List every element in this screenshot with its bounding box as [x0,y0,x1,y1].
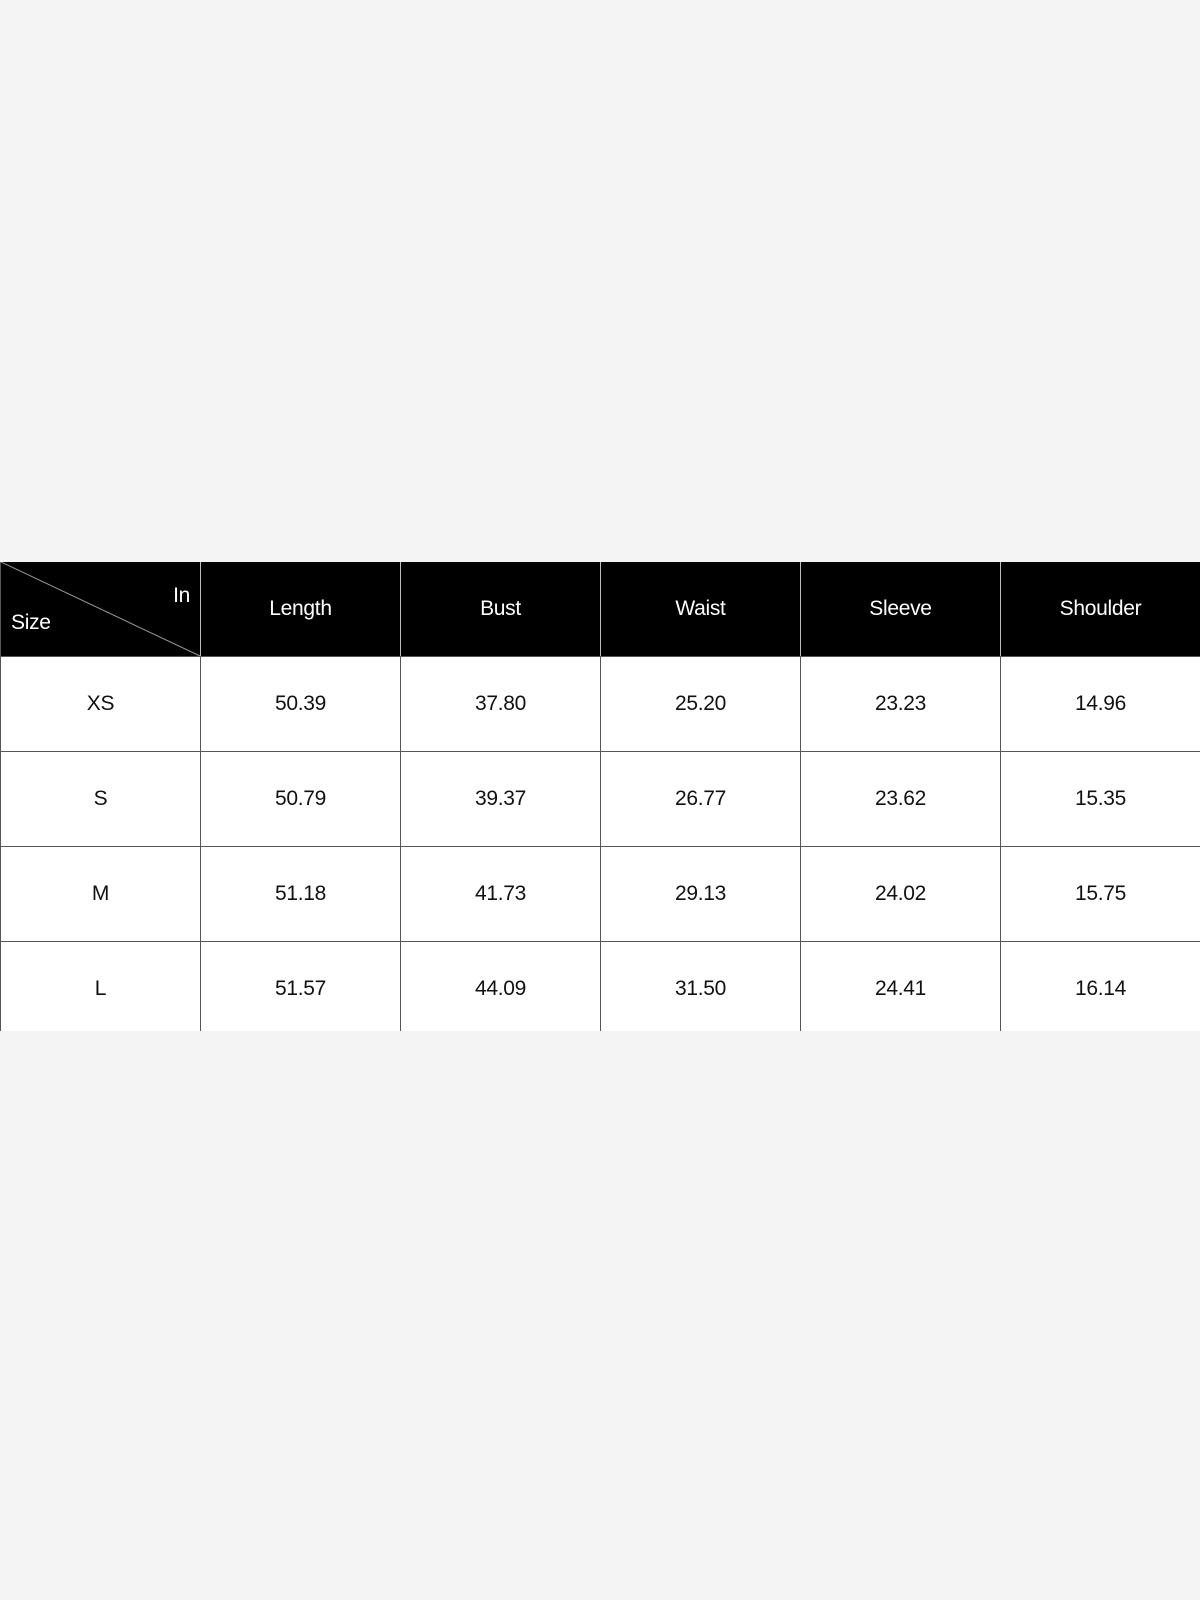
size-label: M [1,847,201,941]
length-value: 50.39 [201,657,401,751]
shoulder-value: 16.14 [1001,942,1200,1031]
table-row [1,751,1200,846]
sleeve-value: 23.62 [801,752,1001,846]
shoulder-value: 15.35 [1001,752,1200,846]
corner-size-label: Size [11,611,51,634]
bust-value: 39.37 [401,752,601,846]
size-label: L [1,942,201,1031]
column-header-bust: Bust [401,562,601,656]
sleeve-value: 24.02 [801,847,1001,941]
waist-value: 25.20 [601,657,801,751]
corner-unit-label: In [173,584,190,607]
size-label: S [1,752,201,846]
size-label: XS [1,657,201,751]
table-row [1,846,1200,941]
bust-value: 44.09 [401,942,601,1031]
corner-header-cell [1,562,201,656]
bust-value: 37.80 [401,657,601,751]
shoulder-value: 14.96 [1001,657,1200,751]
sleeve-value: 23.23 [801,657,1001,751]
column-header-sleeve: Sleeve [801,562,1001,656]
diagonal-divider [1,562,201,656]
length-value: 51.18 [201,847,401,941]
waist-value: 31.50 [601,942,801,1031]
table-header-row [1,562,1200,656]
column-header-shoulder: Shoulder [1001,562,1200,656]
waist-value: 29.13 [601,847,801,941]
waist-value: 26.77 [601,752,801,846]
table-row [1,941,1200,1031]
column-header-length: Length [201,562,401,656]
length-value: 50.79 [201,752,401,846]
table-row [1,656,1200,751]
bust-value: 41.73 [401,847,601,941]
sleeve-value: 24.41 [801,942,1001,1031]
column-header-waist: Waist [601,562,801,656]
size-chart-table [0,562,1200,1031]
length-value: 51.57 [201,942,401,1031]
shoulder-value: 15.75 [1001,847,1200,941]
